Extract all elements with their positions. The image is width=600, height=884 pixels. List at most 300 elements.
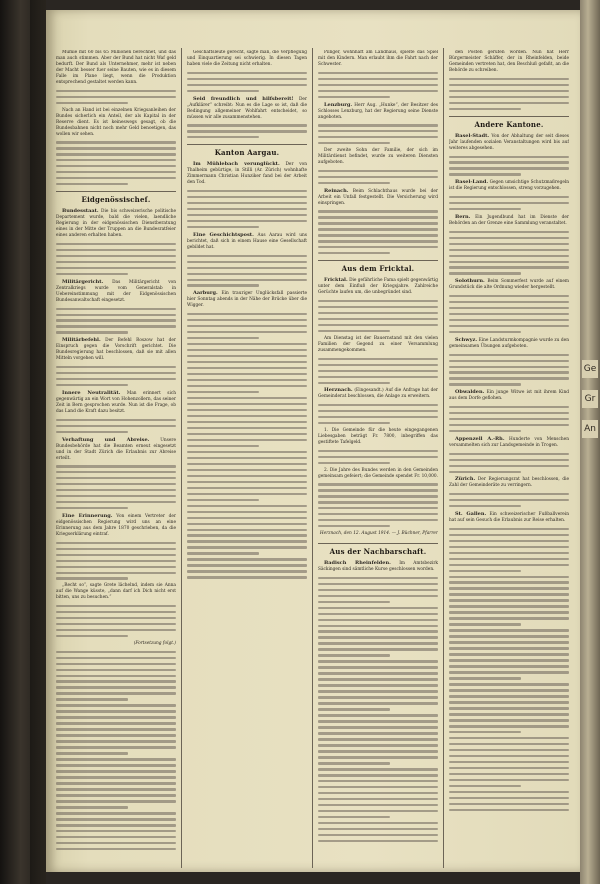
- text-line-texture: [318, 660, 438, 662]
- text-line-texture: [56, 764, 176, 766]
- text-line-texture: [449, 689, 569, 691]
- text-line-texture: [318, 810, 438, 812]
- text-line-texture: [318, 72, 438, 74]
- text-line-texture: [318, 780, 438, 782]
- text-line-texture: [449, 719, 569, 721]
- text-line-texture: [187, 367, 307, 369]
- edge-tab: Ge: [582, 360, 598, 378]
- paragraph-text: Ein junge Witwe ist mit ihrem Kind aus dem Dorfe geflohen.: [449, 390, 569, 402]
- paragraph-text: Pilliger, wohnhaft am Landhaus, spielte das Spiel mit den Kindern. Man erlaubt ihm die Fahrt nach der Schwester.: [318, 50, 438, 67]
- article-paragraph: [449, 511, 569, 524]
- text-line-texture: [56, 102, 128, 104]
- text-line-texture: [449, 528, 569, 530]
- text-line-texture: [187, 202, 307, 204]
- text-line-texture: [56, 842, 176, 844]
- text-line-texture: [318, 666, 438, 668]
- article-paragraph: [318, 102, 438, 121]
- text-line-texture: [187, 196, 307, 198]
- text-line-texture: [56, 611, 176, 613]
- text-line-texture: [56, 372, 176, 374]
- text-line-texture: [56, 651, 176, 653]
- column-rule: [443, 48, 444, 868]
- text-line-texture: [56, 378, 176, 380]
- article-paragraph: [318, 560, 438, 573]
- text-line-texture: [449, 295, 569, 297]
- text-line-texture: [449, 731, 521, 733]
- text-line-texture: [449, 605, 569, 607]
- text-line-texture: [56, 566, 176, 568]
- text-line-texture: [56, 635, 128, 637]
- text-line-texture: [449, 231, 569, 233]
- text-line-texture: [318, 370, 438, 372]
- text-line-texture: [318, 182, 390, 184]
- text-line-texture: [187, 475, 307, 477]
- text-line-texture: [56, 249, 176, 251]
- text-line-texture: [449, 803, 569, 805]
- text-line-texture: [318, 672, 438, 674]
- text-line-texture: [187, 78, 307, 80]
- text-line-texture: [449, 90, 569, 92]
- text-line-texture: [449, 84, 569, 86]
- text-line-texture: [56, 314, 176, 316]
- article-paragraph: [449, 179, 569, 192]
- paragraph-text: (Eingesandt.) Auf die Anfrage hat der Gemeinderat beschlossen, die Anlage zu erweitern.: [318, 388, 438, 400]
- text-line-texture: [318, 462, 390, 464]
- paragraph-text: Am Dienstag ist der Bauernstand mit den vielen Familien der Gegend zu einer Versammlung zusammengekommen.: [318, 335, 438, 353]
- text-line-texture: [318, 774, 438, 776]
- text-line-texture: [449, 156, 569, 158]
- paragraph-lead: Bundesstaat.: [62, 208, 99, 215]
- text-line-texture: [187, 487, 307, 489]
- paragraph-lead: Fricktal.: [324, 277, 348, 284]
- text-line-texture: [318, 607, 438, 609]
- text-line-texture: [187, 72, 307, 74]
- text-line-texture: [318, 642, 438, 644]
- text-line-texture: [318, 84, 438, 86]
- paragraph-text: 1. Die Gemeinde für die heute eingegangenen Liebesgaben beträgt Fr. 7800, inbegriffen das gestiftete Tafelgeld.: [318, 428, 438, 446]
- text-line-texture: [318, 583, 438, 585]
- text-line-texture: [449, 659, 569, 661]
- text-line-texture: [449, 249, 569, 251]
- text-line-texture: [449, 412, 569, 414]
- column-1: [56, 50, 176, 850]
- section-headline: Andere Kantone.: [449, 116, 569, 130]
- article-paragraph: [56, 108, 176, 138]
- text-line-texture: [449, 546, 569, 548]
- text-line-texture: [187, 540, 307, 542]
- text-line-texture: [318, 124, 438, 126]
- paragraph-text: Das Militärgericht von Zentralkriegs wurde vom Generalstab in Uebereinstimmung mit der Eidgenössischen Bundesanwaltschaft eingesetzt.: [56, 279, 176, 303]
- text-line-texture: [56, 255, 176, 257]
- paragraph-lead: Bern.: [455, 213, 471, 220]
- text-line-texture: [449, 797, 569, 799]
- text-line-texture: [449, 576, 569, 578]
- text-line-texture: [56, 183, 128, 185]
- article-paragraph: [449, 278, 569, 291]
- article-paragraph: [318, 188, 438, 207]
- text-line-texture: [187, 267, 307, 269]
- text-line-texture: [56, 501, 176, 503]
- text-line-texture: [56, 704, 176, 706]
- paragraph-text: Der Regierungsrat hat beschlossen, die Zahl der Gemeinderäte zu verringern.: [449, 477, 569, 489]
- text-line-texture: [56, 752, 128, 754]
- text-line-texture: [318, 595, 438, 597]
- text-line-texture: [449, 459, 569, 461]
- text-line-texture: [449, 581, 569, 583]
- text-line-texture: [318, 601, 390, 603]
- text-line-texture: [56, 267, 176, 269]
- text-line-texture: [56, 147, 176, 149]
- text-line-texture: [449, 505, 521, 507]
- paragraph-lead: Eine Erinnerung.: [62, 512, 113, 519]
- paragraph-lead: Eine Geschichtspost.: [193, 231, 254, 238]
- paragraph-lead: Lenzburg.: [324, 101, 353, 108]
- text-line-texture: [449, 237, 569, 239]
- text-line-texture: [187, 273, 307, 275]
- text-line-texture: [318, 222, 438, 224]
- book-binding: [0, 0, 46, 884]
- text-line-texture: [449, 371, 569, 373]
- text-line-texture: [56, 325, 176, 327]
- text-line-texture: [449, 331, 521, 333]
- text-line-texture: [56, 489, 176, 491]
- text-line-texture: [449, 534, 569, 536]
- text-line-texture: [187, 534, 307, 536]
- text-line-texture: [56, 728, 176, 730]
- text-line-texture: [318, 90, 438, 92]
- article-paragraph: [187, 161, 307, 186]
- text-line-texture: [449, 255, 569, 257]
- edge-tab: An: [582, 420, 598, 438]
- text-line-texture: [318, 404, 438, 406]
- text-line-texture: [187, 552, 259, 554]
- paragraph-lead: Basel-Stadt.: [455, 132, 490, 139]
- text-line-texture: [449, 611, 569, 613]
- text-line-texture: [187, 576, 307, 578]
- text-line-texture: [318, 726, 438, 728]
- text-line-texture: [318, 495, 438, 497]
- text-line-texture: [318, 324, 438, 326]
- text-line-texture: [318, 376, 438, 378]
- text-line-texture: [56, 788, 176, 790]
- text-line-texture: [449, 671, 569, 673]
- text-line-texture: [449, 78, 569, 80]
- text-line-texture: [449, 108, 521, 110]
- text-line-texture: [187, 136, 259, 138]
- text-line-texture: [318, 142, 390, 144]
- text-line-texture: [449, 313, 569, 315]
- paragraph-lead: Militärgericht.: [62, 278, 104, 285]
- text-line-texture: [449, 493, 569, 495]
- text-line-texture: [449, 266, 569, 268]
- text-line-texture: [318, 228, 438, 230]
- article-paragraph: [449, 389, 569, 402]
- text-line-texture: [318, 456, 438, 458]
- section-headline: Eidgenössischeſ.: [56, 191, 176, 205]
- text-line-texture: [187, 493, 307, 495]
- text-line-texture: [187, 529, 307, 531]
- text-line-texture: [56, 483, 176, 485]
- text-line-texture: [449, 695, 569, 697]
- text-line-texture: [187, 391, 259, 393]
- paragraph-text: Unsere Bundesbehörde hat die Beamten erneut eingesetzt und in der Stadt Zürich die Erlaubnis zur Abreise erteilt.: [56, 437, 176, 461]
- paragraph-text: Von der Abhaltung der seit dieses Jahr laufenden sozialen Veranstaltungen wird bis auf weiteres abgesehen.: [449, 133, 569, 151]
- paragraph-lead: Schwyz.: [455, 336, 478, 343]
- text-line-texture: [449, 647, 569, 649]
- text-line-texture: [449, 424, 569, 426]
- text-line-texture: [318, 625, 438, 627]
- column-2: [187, 50, 307, 850]
- text-line-texture: [449, 540, 569, 542]
- text-line-texture: [449, 749, 569, 751]
- paragraph-lead: Reinach.: [324, 187, 349, 194]
- text-line-texture: [318, 732, 438, 734]
- text-line-texture: [449, 202, 569, 204]
- text-line-texture: [318, 483, 438, 485]
- text-line-texture: [56, 710, 176, 712]
- paragraph-lead: Verhaftung und Abreise.: [62, 436, 150, 443]
- text-line-texture: [187, 313, 307, 315]
- text-line-texture: [56, 331, 128, 333]
- text-line-texture: [56, 425, 176, 427]
- text-line-texture: [56, 273, 128, 275]
- text-line-texture: [449, 641, 569, 643]
- paragraph-lead: Obwalden.: [455, 389, 485, 396]
- text-line-texture: [187, 226, 259, 228]
- paragraph-lead: Innere Neutralität.: [62, 389, 121, 396]
- text-line-texture: [56, 617, 176, 619]
- paragraph-text: Beim Schlachthaus wurde bei der Arbeit ein Unfall festgestellt. Die Versicherung wird einspringen.: [318, 188, 438, 206]
- text-line-texture: [449, 779, 569, 781]
- text-line-texture: [449, 587, 569, 589]
- text-line-texture: [187, 457, 307, 459]
- paragraph-text: Der Befehl Roszow hat der Einspruch gegen die Vorschrift gerichtet. Die Bundesregierung hat beschlossen, daß sie mit allen Mitteln vorgehen will.: [56, 338, 176, 362]
- text-line-texture: [449, 809, 569, 811]
- text-line-texture: [56, 776, 176, 778]
- text-line-texture: [318, 312, 438, 314]
- text-line-texture: [56, 836, 176, 838]
- text-line-texture: [318, 756, 438, 758]
- text-line-texture: [187, 373, 307, 375]
- text-line-texture: [56, 848, 176, 850]
- text-line-texture: [318, 525, 390, 527]
- text-line-texture: [56, 800, 176, 802]
- next-page-edge: [580, 0, 600, 884]
- spine-shadow: [30, 0, 46, 884]
- text-line-texture: [56, 758, 176, 760]
- text-line-texture: [187, 397, 307, 399]
- text-line-texture: [187, 445, 259, 447]
- text-line-texture: [318, 714, 438, 716]
- text-line-texture: [56, 548, 176, 550]
- text-line-texture: [318, 364, 438, 366]
- text-line-texture: [56, 746, 176, 748]
- newspaper-page: [46, 10, 580, 872]
- text-line-texture: [449, 570, 521, 572]
- text-line-texture: [449, 635, 569, 637]
- text-line-texture: [187, 208, 307, 210]
- section-headline: Aus der Nachbarschaft.: [318, 543, 438, 557]
- text-line-texture: [56, 177, 176, 179]
- text-line-texture: [187, 124, 307, 126]
- text-line-texture: [318, 216, 438, 218]
- paragraph-text: Von einem Vertreter der eidgenössischen Regierung wird uns an eine Erinnerung aus dem Jahre 1870 geschrieben, da die Kriegserklärung eintraf.: [56, 513, 176, 537]
- text-line-texture: [318, 130, 438, 132]
- text-line-texture: [449, 599, 569, 601]
- text-line-texture: [449, 208, 521, 210]
- paragraph-text: Hunderte von Menschen versammelten sich zur Landsgemeinde in Trogen.: [449, 436, 569, 448]
- text-line-texture: [187, 403, 307, 405]
- paragraph-lead: Herznach.: [324, 387, 353, 394]
- paragraph-text: Beim Sommerfest wurde auf einem Grundstück die alte Ordnung wieder hergestellt.: [449, 279, 569, 291]
- text-line-texture: [187, 337, 259, 339]
- text-line-texture: [56, 657, 176, 659]
- text-line-texture: [318, 246, 438, 248]
- text-line-texture: [56, 812, 176, 814]
- text-line-texture: [187, 570, 307, 572]
- text-line-texture: [449, 325, 569, 327]
- text-line-texture: [449, 319, 569, 321]
- paragraph-lead: Aarburg.: [193, 290, 218, 297]
- text-line-texture: [449, 773, 569, 775]
- article-paragraph: [56, 279, 176, 304]
- text-line-texture: [449, 564, 569, 566]
- text-line-texture: [56, 794, 176, 796]
- article-paragraph: [449, 214, 569, 227]
- text-line-texture: [187, 517, 307, 519]
- text-line-texture: [187, 343, 307, 345]
- text-line-texture: [56, 495, 176, 497]
- text-line-texture: [318, 136, 438, 138]
- text-line-texture: [449, 761, 569, 763]
- article-paragraph: [449, 133, 569, 152]
- text-line-texture: [56, 830, 176, 832]
- paragraph-text: Geschäftsleute gerecht, sagte man, die Verpflegung und Einquartierung sei schwierig. In diesen Tagen haben viele die Zeitung nicht erhalten.: [187, 50, 307, 67]
- paragraph-lead: Appenzell A.-Rh.: [455, 435, 505, 442]
- text-line-texture: [318, 678, 438, 680]
- text-line-texture: [318, 816, 390, 818]
- paragraph-text: Die bis schweizerische politische Departement wurde, bald die vielen, laendliche Regierung in der eidgenössischen Dienstberatung eines in der Mitte der Truppen an die Bundesratfeier eines anderen erhalten haben.: [56, 209, 176, 239]
- text-line-texture: [187, 505, 307, 507]
- text-line-texture: [318, 318, 438, 320]
- paragraph-text: Herr Aug. „Hunke“, der Besitzer des Schlosses Lenzburg, hat der Regierung seine Dienste angeboten.: [318, 102, 438, 120]
- text-line-texture: [318, 234, 438, 236]
- text-line-texture: [318, 792, 438, 794]
- paragraph-text: Man erinnert sich gegenwärtig an ein Wort von Hohenzollern, das seiner Zeit in Bern gesprochen wurde. Nun ist die Frage, ob das Land die Kraft dazu besitzt.: [56, 390, 176, 414]
- text-line-texture: [318, 786, 438, 788]
- text-line-texture: [56, 770, 176, 772]
- text-line-texture: [187, 220, 307, 222]
- text-line-texture: [318, 840, 438, 842]
- paragraph-lead: St. Gallen.: [455, 511, 487, 518]
- text-line-texture: [318, 513, 438, 515]
- text-line-texture: [318, 78, 438, 80]
- article-paragraph: [449, 436, 569, 449]
- text-line-texture: [187, 439, 307, 441]
- article-paragraph: [449, 50, 569, 74]
- text-line-texture: [449, 383, 521, 385]
- text-line-texture: [187, 421, 307, 423]
- text-line-texture: [449, 196, 569, 198]
- text-line-texture: [318, 822, 438, 824]
- text-line-texture: [56, 663, 176, 665]
- text-line-texture: [318, 240, 438, 242]
- paragraph-text: den Posten gerufen worden. Nun hat Herr Bürgermeister Schäffer, der in Rheinfelden, beide Gemeinden vertreten hat, den Beschluß gefaßt, an die Behörde zu schreiben.: [449, 50, 569, 73]
- text-line-texture: [318, 630, 438, 632]
- signature-line: Herznach, den 12. August 1914. — J. Büchner, Pfarrer: [319, 531, 438, 537]
- text-line-texture: [449, 785, 521, 787]
- text-line-texture: [318, 828, 438, 830]
- text-line-texture: [449, 161, 569, 163]
- text-line-texture: [449, 737, 569, 739]
- text-line-texture: [187, 255, 307, 257]
- text-line-texture: [187, 564, 307, 566]
- text-line-texture: [318, 358, 438, 360]
- text-line-texture: [449, 261, 569, 263]
- edge-tab: Gr: [582, 390, 598, 408]
- text-line-texture: [56, 419, 176, 421]
- text-line-texture: [318, 798, 438, 800]
- text-line-texture: [449, 623, 521, 625]
- article-paragraph: [187, 232, 307, 251]
- text-line-texture: [56, 577, 128, 579]
- text-line-texture: [56, 477, 176, 479]
- edge-tabs: [582, 360, 598, 500]
- article-paragraph: [56, 208, 176, 239]
- text-line-texture: [449, 683, 569, 685]
- text-line-texture: [187, 319, 307, 321]
- article-paragraph: [318, 387, 438, 400]
- text-line-texture: [318, 501, 438, 503]
- column-rule: [312, 48, 313, 868]
- text-line-texture: [318, 654, 390, 656]
- section-headline: Aus dem Fricktal.: [318, 260, 438, 274]
- text-line-texture: [318, 422, 390, 424]
- text-line-texture: [187, 409, 307, 411]
- text-line-texture: [449, 743, 569, 745]
- section-headline: Kanton Aargau.: [187, 144, 307, 158]
- text-line-texture: [318, 619, 438, 621]
- text-line-texture: [187, 546, 307, 548]
- paragraph-text: Gegen umsichtige Schutzmaßregeln ist die Regierung entschlossen, streng vorzugehen.: [449, 180, 569, 192]
- text-line-texture: [449, 701, 569, 703]
- article-paragraph: [187, 290, 307, 309]
- text-line-texture: [56, 734, 176, 736]
- text-line-texture: [449, 377, 569, 379]
- text-line-texture: [187, 481, 307, 483]
- text-line-texture: [449, 272, 521, 274]
- text-line-texture: [56, 384, 128, 386]
- text-line-texture: [56, 692, 176, 694]
- paragraph-text: Aus Aarau wird uns berichtet, daß sich in einem Hause eine Gesellschaft gebildet hat.: [187, 232, 307, 250]
- paragraph-text: Mumie mit 60 bis 65 Millionen berechnet, und das man auch stimmen. Aber der Bund hat nicht Waf geld bedurft. Der Bund als Unternehmer, mehr ist neben der Macht besser fuer seine Bauten, wie es in diesem Falle im Plane liegt, wenn die Produktion entsprechend gestaltet werden kann.: [56, 50, 176, 85]
- article-paragraph: [318, 428, 438, 446]
- text-line-texture: [187, 433, 307, 435]
- text-line-texture: [187, 349, 307, 351]
- text-line-texture: [56, 90, 176, 92]
- text-line-texture: [56, 824, 176, 826]
- text-line-texture: [56, 806, 128, 808]
- text-line-texture: [56, 96, 176, 98]
- text-line-texture: [318, 176, 438, 178]
- text-line-texture: [187, 523, 307, 525]
- text-line-texture: [56, 465, 176, 467]
- text-line-texture: [449, 167, 569, 169]
- text-line-texture: [449, 360, 569, 362]
- text-line-texture: [449, 471, 521, 473]
- text-line-texture: [449, 301, 569, 303]
- text-line-texture: [318, 648, 438, 650]
